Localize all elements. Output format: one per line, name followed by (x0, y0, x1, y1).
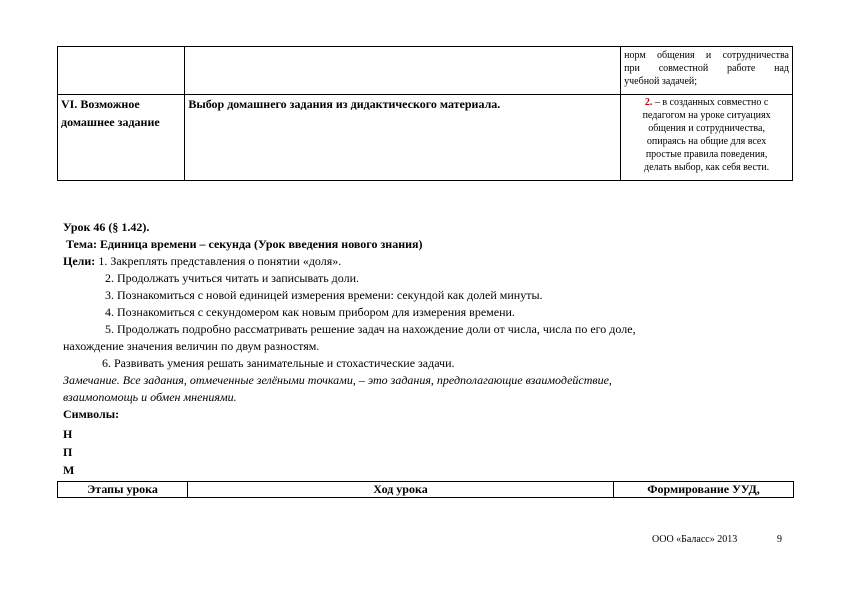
page-number: 9 (777, 534, 782, 545)
goals-label: Цели: (63, 254, 96, 268)
table-row (58, 482, 794, 498)
symbol-item: М (63, 463, 75, 477)
lesson-table-top (57, 46, 793, 181)
note-line: взаимопомощь и обмен мнениями. (63, 390, 237, 404)
uud-line: делать выбор, как себя вести. (644, 162, 770, 173)
content-cell (185, 47, 621, 95)
symbol-item: П (63, 445, 73, 459)
uud-line: педагогом на уроке ситуациях (642, 110, 771, 121)
stage-line: VI. Возможное (61, 97, 140, 111)
goal-line: 6. Развивать умения решать занимательные и стохастические задачи. (102, 356, 455, 370)
topic-label: Тема: (66, 237, 97, 251)
homework-text: Выбор домашнего задания из дидактического материала. (188, 97, 501, 111)
symbol-item: Н (63, 427, 73, 441)
column-header: Этапы урока (58, 482, 188, 498)
table-row (58, 95, 793, 181)
footer-publisher: ООО «Баласс» 2013 (652, 534, 738, 545)
uud-line: при совместной работе над (624, 63, 789, 74)
goal-text: 1. Закреплять представления о понятии «доля». (95, 254, 342, 268)
goal-line (63, 253, 341, 270)
uud-line: опираясь на общие для всех (646, 136, 767, 147)
table-row (58, 47, 793, 95)
note-line: Замечание. Все задания, отмеченные зелёными точками, – это задания, предполагающие взаимодействие, (63, 373, 612, 387)
uud-cell (621, 95, 793, 181)
stage-cell (58, 47, 185, 95)
symbols-label: Символы: (63, 407, 120, 421)
goal-line: 2. Продолжать учиться читать и записывать доли. (105, 271, 360, 285)
goal-line: 3. Познакомиться с новой единицей измерения времени: секундой как долей минуты. (105, 288, 543, 302)
goal-line: 5. Продолжать подробно рассматривать решение задач на нахождение доли от числа, числа по его доле, (105, 322, 636, 336)
content-cell (185, 95, 621, 181)
uud-line (624, 96, 789, 109)
stage-cell (58, 95, 185, 181)
uud-line: простые правила поведения, (645, 149, 768, 160)
stage-line: домашнее задание (61, 115, 160, 129)
goal-line: 4. Познакомиться с секундомером как новым прибором для измерения времени. (105, 305, 515, 319)
lesson-table-header (57, 481, 794, 498)
lesson-topic (66, 236, 423, 253)
uud-number: 2. (644, 97, 653, 108)
goal-line: нахождение значения величин по двум разностям. (63, 339, 320, 353)
uud-first-text: – в созданных совместно с (652, 97, 769, 108)
column-header: Ход урока (188, 482, 614, 498)
uud-line: норм общения и сотрудничества (624, 50, 789, 61)
uud-line: общения и сотрудничества, (648, 123, 765, 134)
uud-line: учебной задачей; (624, 76, 698, 87)
column-header: Формирование УУД, (614, 482, 794, 498)
lesson-title: Урок 46 (§ 1.42). (63, 220, 150, 234)
uud-cell (621, 47, 793, 95)
topic-text: Единица времени – секунда (Урок введения нового знания) (96, 237, 423, 251)
